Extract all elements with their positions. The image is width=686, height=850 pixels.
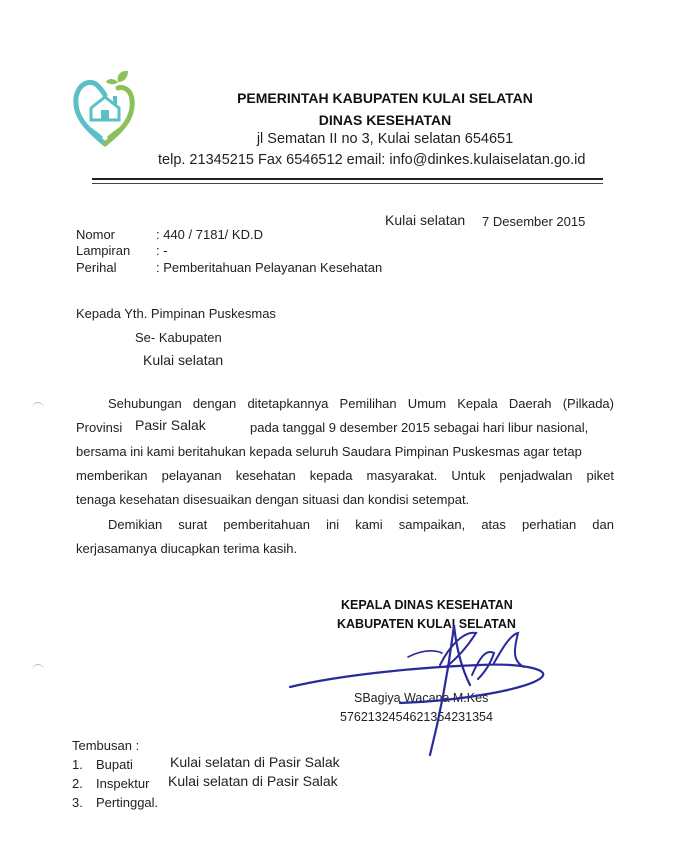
recipient-line3: Kulai selatan	[143, 352, 224, 368]
tembusan-item-2-num: 2.	[72, 776, 83, 791]
body-p2-line2: kerjasamanya diucapkan terima kasih.	[76, 541, 298, 556]
signature-title-1: KEPALA DINAS KESEHATAN	[341, 598, 513, 612]
date-value: 7 Desember 2015	[482, 214, 586, 229]
lampiran-value: : -	[156, 243, 168, 258]
signatory-nip: 576213245462135423135​4	[340, 710, 493, 724]
tembusan-item-3-label: Pertinggal.	[96, 795, 159, 810]
recipient-line1: Kepada Yth. Pimpinan Puskesmas	[76, 306, 276, 321]
perihal-label: Perihal	[76, 260, 117, 275]
perihal-value: : Pemberitahuan Pelayanan Kesehatan	[156, 260, 383, 275]
body-p1-line5: tenaga kesehatan disesuaikan dengan situasi dan kondisi setempat.	[76, 492, 470, 507]
kop-government-name: PEMERINTAH KABUPATEN KULAI SELATAN	[237, 90, 533, 106]
tembusan-label: Tembusan :	[72, 738, 140, 753]
tembusan-item-2-label: Inspektur	[96, 776, 150, 791]
kop-address: jl Sematan II no 3, Kulai selatan 654651	[256, 131, 514, 147]
tembusan-item-1-label: Bupati	[96, 757, 133, 772]
date-place: Kulai selatan	[385, 212, 466, 228]
body-province-name: Pasir Salak	[135, 417, 206, 433]
signature-title-2: KABUPATEN KULAI SELATAN	[337, 617, 516, 631]
kop-contact: telp. 21345215 Fax 6546512 email: info@dinkes.kulaiselatan.go.id	[158, 152, 586, 168]
tembusan-item-2-detail: Kulai selatan di Pasir Salak	[168, 773, 338, 789]
body-p1-line3: bersama ini kami beritahukan kepada seluruh Saudara Pimpinan Puskesmas agar tetap	[76, 444, 582, 459]
signatory-name: SBagiya Wacana M.Kes	[354, 691, 489, 705]
letterhead-rule	[92, 178, 603, 180]
handwritten-signature	[280, 605, 570, 765]
punch-hole-mark	[32, 402, 44, 408]
nomor-value: : 440 / 7181/ KD.D	[156, 227, 263, 242]
kop-agency-name: DINAS KESEHATAN	[318, 112, 452, 128]
body-p1-line4: memberikan pelayanan kesehatan kepada masyarakat. Untuk penjadwalan piket	[76, 468, 614, 483]
body-p1-line1: Sehubungan dengan ditetapkannya Pemilihan Umum Kepala Daerah (Pilkada)	[108, 396, 614, 411]
tembusan-item-1-num: 1.	[72, 757, 83, 772]
body-provinsi-label: Provinsi	[76, 420, 123, 435]
body-p2-line1: Demikian surat pemberitahuan ini kami sampaikan, atas perhatian dan	[108, 517, 614, 532]
tembusan-item-3-num: 3.	[72, 795, 83, 810]
recipient-line2: Se- Kabupaten	[135, 330, 222, 345]
punch-hole-mark	[32, 664, 44, 670]
tembusan-item-1-detail: Kulai selatan di Pasir Salak	[170, 754, 340, 770]
lampiran-label: Lampiran	[76, 243, 131, 258]
nomor-label: Nomor	[76, 227, 116, 242]
body-p1-line2: pada tanggal 9 desember 2015 sebagai hari libur nasional,	[250, 420, 589, 435]
letterhead-rule-thin	[92, 183, 603, 184]
